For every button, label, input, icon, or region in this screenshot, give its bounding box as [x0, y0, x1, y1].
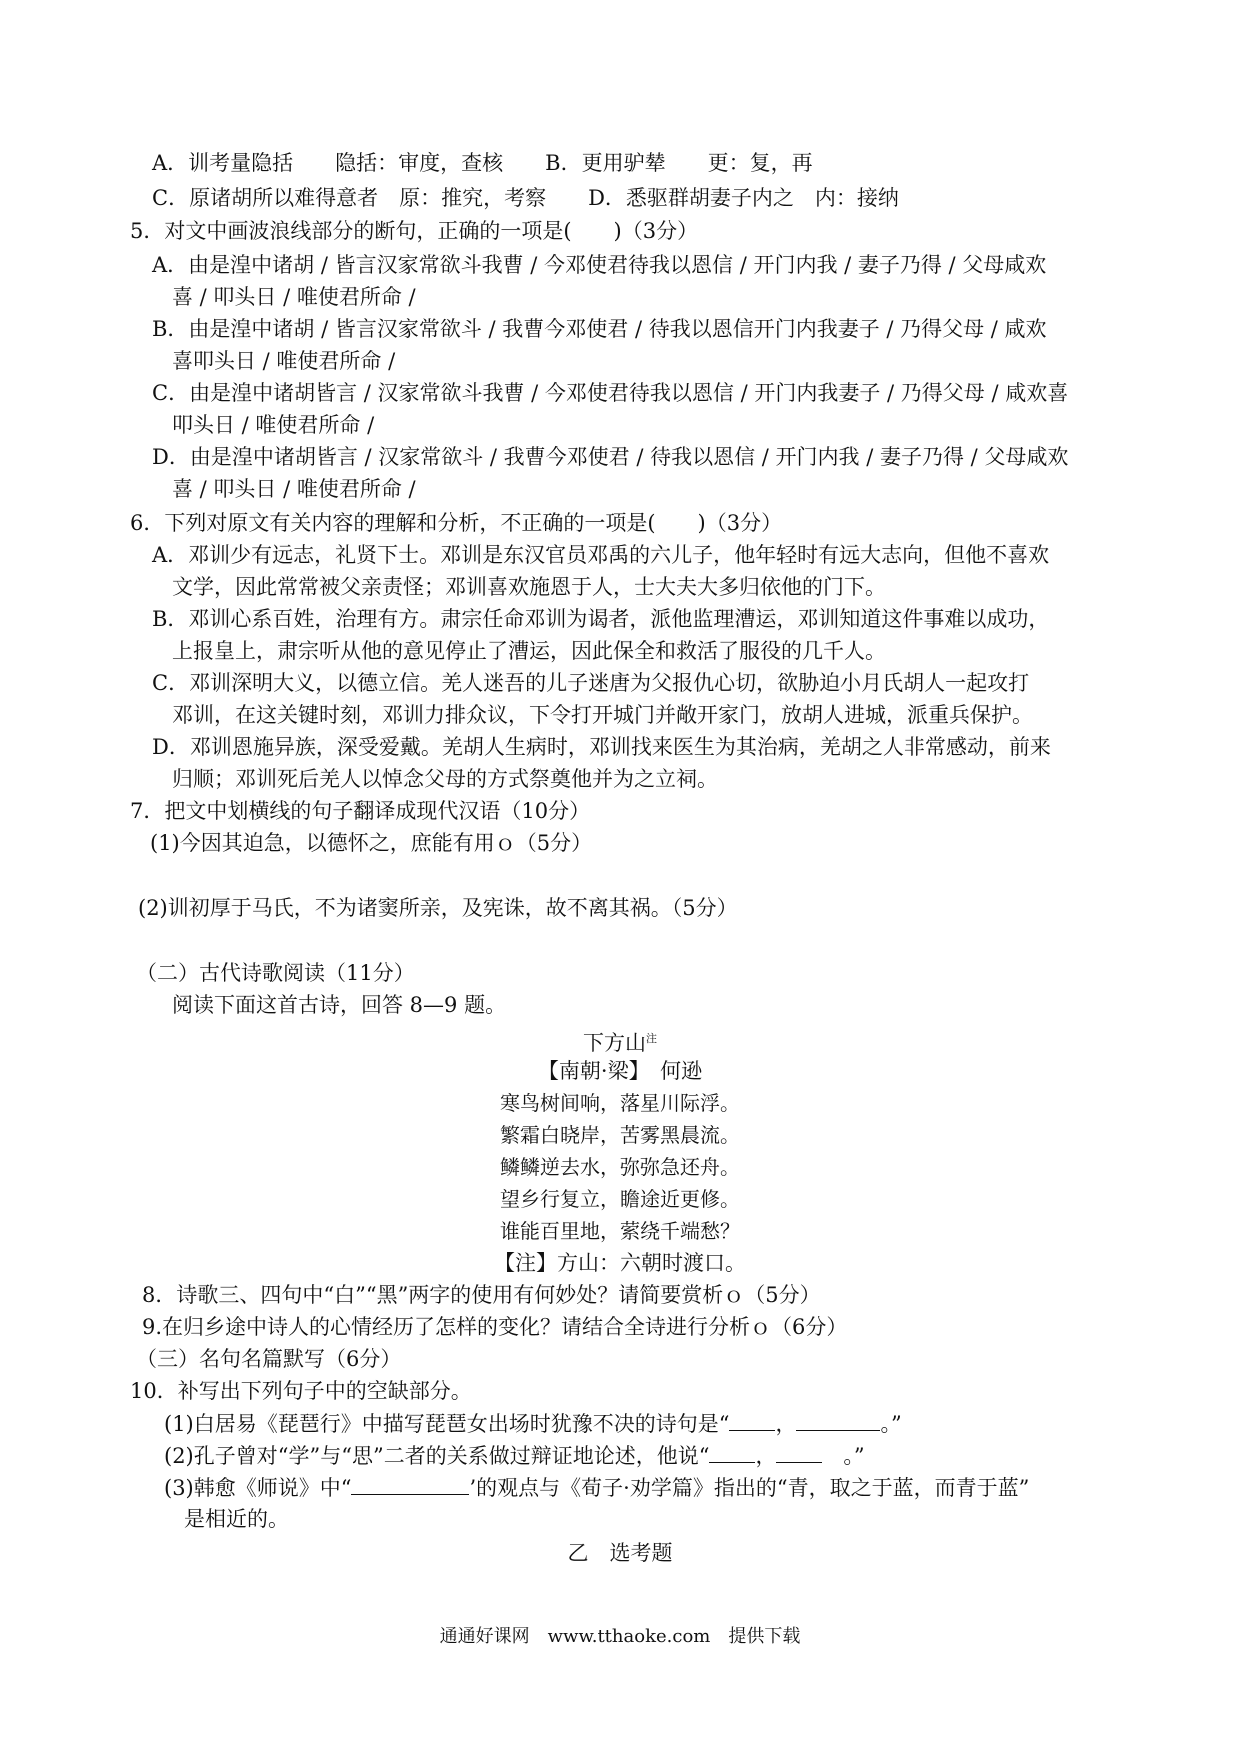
- poem-title-text: 下方山: [583, 1031, 646, 1055]
- q7-sentence-2: (2)训初厚于马氏，不为诸窦所亲，及宪诛，故不离其祸。（5分）: [138, 896, 738, 920]
- q10-stem: 10．补写出下列句子中的空缺部分。: [130, 1379, 472, 1403]
- q6-option-a: A．邓训少有远志，礼贤下士。邓训是东汉官员邓禹的六儿子，他年轻时有远大志向，但他不喜欢: [152, 543, 1050, 567]
- q6-option-b-cont: 上报皇上，肃宗听从他的意见停止了漕运，因此保全和救活了服役的几千人。: [172, 639, 886, 663]
- poem-line-2: 繁霜白晓岸，苦雾黑晨流。: [500, 1123, 740, 1147]
- q7-sentence-1: (1)今因其迫急，以德怀之，庶能有用ｏ（5分）: [150, 831, 593, 855]
- q8-stem: 8．诗歌三、四句中“白”“黑”两字的使用有何妙处？请简要赏析ｏ（5分）: [142, 1283, 821, 1307]
- q6-stem: 6．下列对原文有关内容的理解和分析，不正确的一项是( )（3分）: [130, 511, 783, 535]
- q10-s1-end: 。”: [880, 1412, 902, 1436]
- poem-line-1: 寒鸟树间响，落星川际浮。: [500, 1091, 740, 1115]
- q6-option-d-cont: 归顺；邓训死后羌人以悼念父母的方式祭奠他并为之立祠。: [172, 767, 718, 791]
- q4-option-ab: A．训考量隐括 隐括：审度，查核 B．更用驴辇 更：复，再: [152, 151, 813, 175]
- q9-stem: 9.在归乡途中诗人的心情经历了怎样的变化？请结合全诗进行分析ｏ（6分）: [142, 1315, 848, 1339]
- q10-s3-rest: ’的观点与《荀子·劝学篇》指出的“青，取之于蓝，而青于蓝”: [469, 1476, 1030, 1500]
- q6-option-c: C．邓训深明大义，以德立信。羌人迷吾的儿子迷唐为父报仇心切，欲胁迫小月氏胡人一起攻打: [152, 671, 1030, 695]
- poem-title-note-mark: 注: [646, 1032, 657, 1045]
- q6-option-a-cont: 文学，因此常常被父亲责怪；邓训喜欢施恩于人，士大夫大多归依他的门下。: [172, 575, 886, 599]
- poem-note: 【注】方山：六朝时渡口。: [494, 1251, 746, 1275]
- q5-option-a-cont: 喜 / 叩头日 / 唯使君所命 /: [172, 285, 416, 309]
- q10-sentence-1: [164, 1408, 902, 1439]
- section-3-heading: （三）名句名篇默写（6分）: [136, 1347, 402, 1371]
- q6-option-d: D．邓训恩施异族，深受爱戴。羌胡人生病时，邓训找来医生为其治病，羌胡之人非常感动，前来: [152, 735, 1051, 759]
- q5-option-c-cont: 叩头日 / 唯使君所命 /: [172, 413, 375, 437]
- q6-option-b: B．邓训心系百姓，治理有方。肃宗任命邓训为谒者，派他监理漕运，邓训知道这件事难以成功，: [152, 607, 1050, 631]
- q10-s2-blank-2[interactable]: [776, 1440, 822, 1463]
- poem-line-4: 望乡行复立，瞻途近更修。: [500, 1187, 740, 1211]
- q10-s2-text: (2)孔子曾对“学”与“思”二者的关系做过辩证地论述，他说“: [164, 1444, 710, 1468]
- q10-sentence-3: [164, 1472, 1029, 1503]
- poem-author: 【南朝·梁】 何逊: [537, 1059, 703, 1083]
- section-2-heading: （二）古代诗歌阅读（11分）: [136, 961, 415, 985]
- poem-title: [0, 1024, 1240, 1058]
- q5-option-d-cont: 喜 / 叩头日 / 唯使君所命 /: [172, 477, 416, 501]
- section-2-instruction: 阅读下面这首古诗，回答 8—9 题。: [172, 993, 507, 1017]
- q5-option-a: A．由是湟中诸胡 / 皆言汉家常欲斗我曹 / 今邓使君待我以恩信 / 开门内我 / 妻子乃得 / 父母咸欢: [152, 253, 1047, 277]
- q5-option-d: D．由是湟中诸胡皆言 / 汉家常欲斗 / 我曹今邓使君 / 待我以恩信 / 开门内我 / 妻子乃得 / 父母咸欢: [152, 445, 1069, 469]
- q10-s1-blank-1[interactable]: [729, 1408, 775, 1431]
- poem-line-5: 谁能百里地，萦绕千端愁？: [500, 1219, 740, 1243]
- q5-stem: 5．对文中画波浪线部分的断句，正确的一项是( )（3分）: [130, 219, 699, 243]
- section-yi-heading: 乙 选考题: [567, 1541, 673, 1565]
- q6-option-c-cont: 邓训，在这关键时刻，邓训力排众议，下令打开城门并敞开家门，放胡人进城，派重兵保护。: [172, 703, 1033, 727]
- q5-option-c: C．由是湟中诸胡皆言 / 汉家常欲斗我曹 / 今邓使君待我以恩信 / 开门内我妻子 / 乃得父母 / 咸欢喜: [152, 381, 1069, 405]
- q10-sentence-3-cont: 是相近的。: [184, 1507, 289, 1531]
- q10-s1-comma: ，: [775, 1412, 797, 1436]
- poem-line-3: 鳞鳞逆去水，弥弥急还舟。: [500, 1155, 740, 1179]
- q10-s2-comma: ，: [755, 1444, 777, 1468]
- q10-s3-text: (3)韩愈《师说》中“: [164, 1476, 352, 1500]
- q10-s2-end: 。”: [822, 1444, 865, 1468]
- q5-option-b-cont: 喜叩头日 / 唯使君所命 /: [172, 349, 396, 373]
- q10-s1-text: (1)白居易《琵琶行》中描写琵琶女出场时犹豫不决的诗句是“: [164, 1412, 730, 1436]
- q10-sentence-2: [164, 1440, 865, 1471]
- q10-s2-blank-1[interactable]: [709, 1440, 755, 1463]
- q10-s3-blank[interactable]: [351, 1472, 469, 1495]
- q4-option-cd: C．原诸胡所以难得意者 原：推究，考察 D．悉驱群胡妻子内之 内：接纳: [152, 186, 899, 210]
- page-footer: 通通好课网 www.tthaoke.com 提供下载: [439, 1626, 801, 1647]
- q10-s1-blank-2[interactable]: [796, 1408, 880, 1431]
- q7-stem: 7．把文中划横线的句子翻译成现代汉语（10分）: [130, 799, 591, 823]
- q5-option-b: B．由是湟中诸胡 / 皆言汉家常欲斗 / 我曹今邓使君 / 待我以恩信开门内我妻子 / 乃得父母 / 咸欢: [152, 317, 1047, 341]
